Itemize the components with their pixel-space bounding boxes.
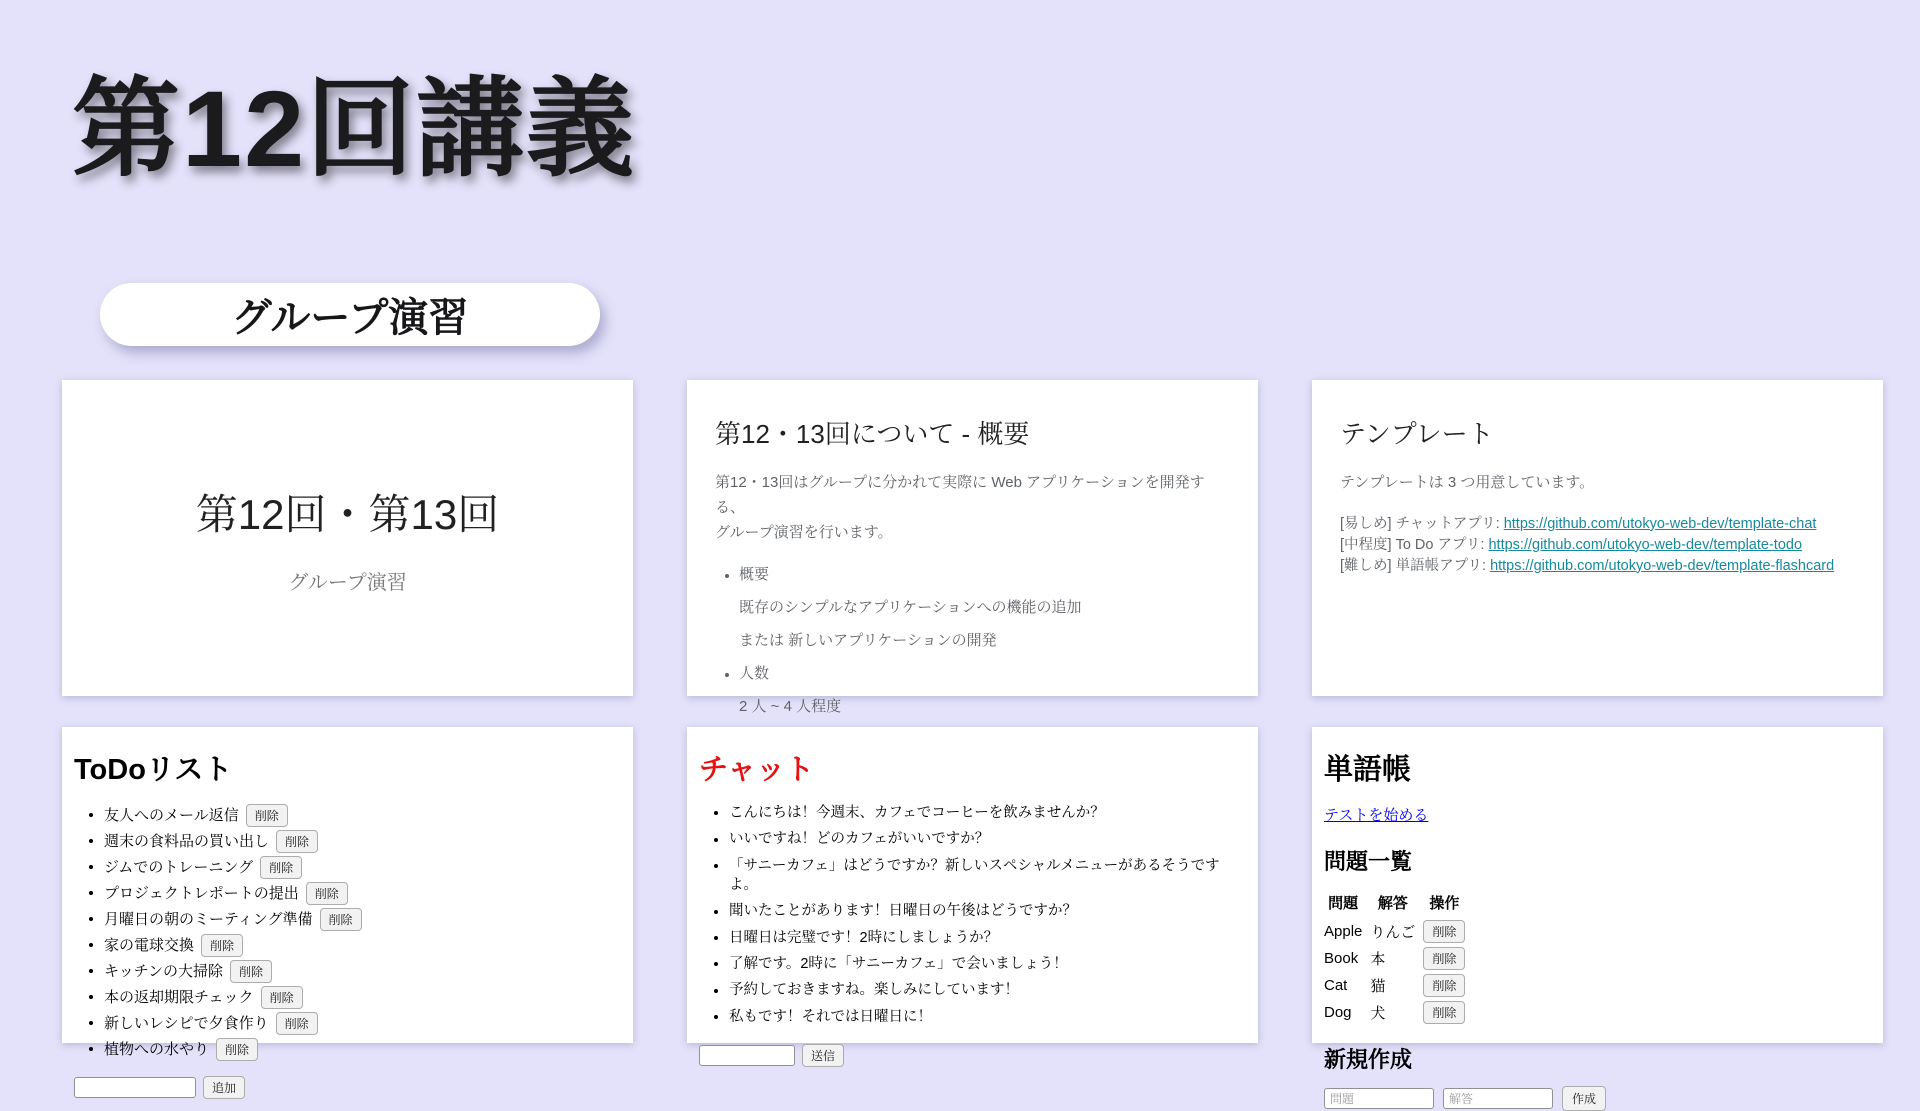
start-test-link[interactable]: テストを始める — [1324, 807, 1429, 824]
todo-item-text: 友人へのメール返信 — [104, 807, 239, 824]
bullet-line: または 新しいアプリケーションの開発 — [739, 632, 997, 650]
todo-delete-button[interactable]: 削除 — [261, 986, 303, 1009]
column-answer: 解答 — [1377, 895, 1408, 912]
todo-input[interactable] — [74, 1077, 196, 1098]
chat-message-text: いいですね！どのカフェがいいですか？ — [729, 831, 990, 848]
slide-overview-bullets — [715, 563, 1230, 716]
flashcard-create-row — [1324, 1086, 1873, 1111]
slide-templates-card — [1312, 380, 1883, 696]
template-link[interactable]: https://github.com/utokyo-web-dev/template-flashcard — [1490, 557, 1835, 574]
todo-item-text: 週末の食料品の買い出し — [104, 833, 270, 850]
todo-item — [104, 1038, 623, 1061]
section-pill — [100, 283, 600, 346]
flashcard-question: Cat — [1324, 977, 1348, 994]
flashcard-answer: りんご — [1370, 924, 1416, 941]
flashcard-question: Book — [1324, 950, 1359, 967]
todo-item — [104, 804, 623, 827]
chat-input[interactable] — [699, 1045, 795, 1066]
cards-grid — [62, 380, 1883, 1106]
chat-message — [729, 857, 1248, 896]
todo-item — [104, 934, 623, 957]
flashcard-answer: 猫 — [1370, 978, 1386, 995]
flashcard-question: Dog — [1324, 1004, 1352, 1021]
chat-message — [729, 830, 1248, 849]
todo-app-card — [62, 727, 633, 1095]
section-pill-label: グループ演習 — [231, 296, 469, 340]
bullet-label: 人数 — [739, 665, 770, 683]
todo-item — [104, 908, 623, 931]
slide-intro-subtitle: グループ演習 — [288, 571, 407, 594]
flashcard-row — [1324, 919, 1473, 944]
template-links — [1340, 514, 1855, 577]
column-question: 問題 — [1328, 895, 1359, 912]
todo-item — [104, 856, 623, 879]
answer-input[interactable] — [1443, 1088, 1553, 1109]
chat-app-card — [687, 727, 1258, 1063]
slide-intro-card — [62, 380, 633, 696]
todo-delete-button[interactable]: 削除 — [260, 856, 302, 879]
todo-item-text: キッチンの大掃除 — [104, 963, 223, 980]
create-heading: 新規作成 — [1324, 1047, 1413, 1072]
chat-message-text: 私もです！それでは日曜日に！ — [729, 1008, 932, 1025]
flashcard-delete-button[interactable]: 削除 — [1423, 920, 1465, 943]
slide-intro-title: 第12回・第13回 — [195, 490, 500, 538]
todo-heading: ToDoリスト — [74, 754, 233, 786]
template-link[interactable]: https://github.com/utokyo-web-dev/template-todo — [1488, 536, 1803, 553]
column-actions: 操作 — [1429, 895, 1460, 912]
chat-heading: チャット — [699, 754, 815, 786]
question-list-heading: 問題一覧 — [1324, 849, 1413, 874]
todo-item — [104, 882, 623, 905]
todo-item — [104, 830, 623, 853]
todo-item-text: 月曜日の朝のミーティング準備 — [104, 911, 313, 928]
flashcard-row — [1324, 946, 1473, 971]
bullet-label: 概要 — [739, 566, 770, 584]
todo-input-row — [74, 1076, 623, 1099]
chat-message — [729, 1008, 1248, 1027]
bullet-line: 既存のシンプルなアプリケーションへの機能の追加 — [739, 599, 1082, 617]
chat-message-list — [697, 804, 1248, 1027]
todo-delete-button[interactable]: 削除 — [276, 830, 318, 853]
bullet-item — [739, 662, 1230, 716]
flashcard-question: Apple — [1324, 923, 1363, 940]
flashcard-delete-button[interactable]: 削除 — [1423, 974, 1465, 997]
flashcard-delete-button[interactable]: 削除 — [1423, 1001, 1465, 1024]
flashcard-table-body — [1324, 919, 1473, 1025]
chat-message-text: 「サニーカフェ」はどうですか？新しいスペシャルメニューがあるそうですよ。 — [729, 857, 1220, 893]
template-link-prefix: [易しめ] チャットアプリ: — [1340, 515, 1504, 532]
flashcard-heading: 単語帳 — [1324, 754, 1412, 786]
todo-delete-button[interactable]: 削除 — [276, 1012, 318, 1035]
todo-item — [104, 986, 623, 1009]
paragraph-line: 第12・13回はグループに分かれて実際に Web アプリケーションを開発する、 — [715, 474, 1205, 516]
flashcard-table — [1324, 888, 1473, 1027]
todo-list — [72, 804, 623, 1061]
chat-message — [729, 902, 1248, 921]
todo-item-text: 新しいレシピで夕食作り — [104, 1015, 269, 1032]
flashcard-table-header-row — [1324, 890, 1473, 917]
slide-overview-paragraph — [715, 471, 1230, 545]
chat-message-text: 聞いたことがあります！日曜日の午後はどうですか？ — [729, 903, 1077, 920]
chat-send-button[interactable]: 送信 — [802, 1044, 844, 1067]
todo-item — [104, 1012, 623, 1035]
template-link-line — [1340, 556, 1855, 577]
bullet-line: 2 人 ~ 4 人程度 — [739, 698, 842, 716]
slide-templates-paragraph: テンプレートは 3 つ用意しています。 — [1340, 474, 1595, 491]
todo-item — [104, 960, 623, 983]
template-link-prefix: [難しめ] 単語帳アプリ: — [1340, 557, 1491, 574]
chat-message-text: 予約しておきますね。楽しみにしています！ — [729, 982, 1019, 999]
paragraph-line: グループ演習を行います。 — [715, 523, 893, 541]
todo-add-button[interactable]: 追加 — [203, 1076, 245, 1099]
flashcard-delete-button[interactable]: 削除 — [1423, 947, 1465, 970]
flashcard-app-card — [1312, 727, 1883, 1106]
question-input[interactable] — [1324, 1088, 1434, 1109]
bullet-item — [739, 563, 1230, 650]
slide-overview-heading: 第12・13回について - 概要 — [715, 419, 1030, 449]
todo-item-text: 本の返却期限チェック — [104, 989, 254, 1006]
create-button[interactable]: 作成 — [1562, 1086, 1606, 1111]
chat-message — [729, 804, 1248, 823]
todo-item-text: ジムでのトレーニング — [104, 859, 254, 876]
chat-message — [729, 955, 1248, 974]
todo-item-text: 植物への水やり — [104, 1041, 210, 1058]
todo-delete-button[interactable]: 削除 — [320, 908, 362, 931]
slide-overview-card — [687, 380, 1258, 716]
template-link-line — [1340, 514, 1855, 535]
page-title: 第12回講義 — [72, 68, 637, 189]
flashcard-row — [1324, 1000, 1473, 1025]
todo-delete-button[interactable]: 削除 — [201, 934, 243, 957]
flashcard-row — [1324, 973, 1473, 998]
todo-delete-button[interactable]: 削除 — [246, 804, 288, 827]
chat-input-row — [699, 1044, 1248, 1067]
chat-message — [729, 929, 1248, 948]
chat-message-text: こんにちは！今週末、カフェでコーヒーを飲みませんか？ — [729, 805, 1105, 821]
chat-message-text: 了解です。2時に「サニーカフェ」で会いましょう！ — [729, 955, 1068, 972]
template-link[interactable]: https://github.com/utokyo-web-dev/template-chat — [1503, 515, 1817, 532]
slide-templates-heading: テンプレート — [1340, 419, 1494, 449]
template-link-line — [1340, 535, 1855, 556]
todo-delete-button[interactable]: 削除 — [230, 960, 272, 983]
chat-message-text: 日曜日は完璧です！2時にしましょうか？ — [729, 929, 999, 946]
todo-delete-button[interactable]: 削除 — [216, 1038, 258, 1061]
todo-item-text: プロジェクトレポートの提出 — [104, 885, 299, 902]
todo-delete-button[interactable]: 削除 — [306, 882, 348, 905]
flashcard-answer: 犬 — [1370, 1005, 1386, 1022]
chat-message — [729, 981, 1248, 1000]
todo-item-text: 家の電球交換 — [104, 937, 195, 954]
template-link-prefix: [中程度] To Do アプリ: — [1340, 536, 1489, 553]
flashcard-answer: 本 — [1370, 951, 1386, 968]
